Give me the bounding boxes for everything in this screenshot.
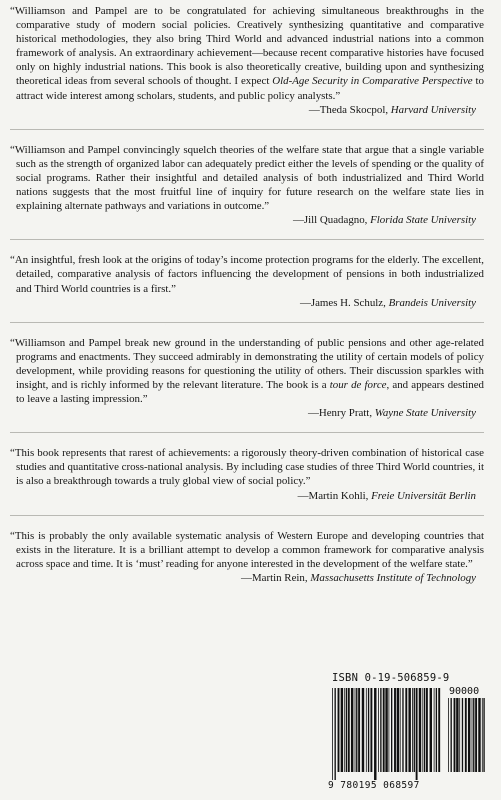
author-name: —Martin Rein, xyxy=(241,571,311,584)
barcode-bar xyxy=(402,688,403,772)
barcode-bar xyxy=(405,688,407,772)
barcode-bar xyxy=(338,688,340,772)
blurb-pratt xyxy=(10,336,484,421)
barcode-bar xyxy=(419,688,421,772)
barcode-bar xyxy=(368,688,369,772)
isbn-barcode-block xyxy=(328,672,488,796)
blurb-attribution xyxy=(10,103,484,117)
price-addon-number: 90000 xyxy=(449,686,480,697)
barcode-bar xyxy=(472,698,473,772)
divider-rule xyxy=(10,432,484,433)
barcode-bar xyxy=(408,688,410,772)
divider-rule xyxy=(10,322,484,323)
blurb-rein xyxy=(10,529,484,585)
back-cover-blurbs xyxy=(10,4,484,585)
quote-text: “Williamson and Pampel convincingly squelch theories of the welfare state that argue that a single variable such as the strength of organized labor can adequately predict either the levels of spending or the quality of social programs. Rather their insightful and detailed analysis of both industrialized and Third World nations suggests that the most fruitful line of inquiry for future research on the welfare state lies in explaining alternate pathways and variations in outcome.” xyxy=(10,143,484,213)
isbn-number: ISBN 0-19-506859-9 xyxy=(332,672,450,684)
quote-text-end: to attract wide interest among scholars, students, and public policy analysts.” xyxy=(16,75,484,102)
barcode-bar xyxy=(397,688,399,772)
barcode-bar xyxy=(475,698,477,772)
barcode-bar xyxy=(462,698,463,772)
barcode-bar xyxy=(385,688,387,772)
blurb-quote xyxy=(10,143,484,213)
barcode-bar xyxy=(389,688,390,772)
barcode-bar xyxy=(391,688,392,772)
author-name: —Jill Quadagno, xyxy=(292,214,371,227)
barcode-bar xyxy=(341,688,343,772)
barcode-bar xyxy=(451,698,452,772)
quote-text: “This book represents that rarest of achievements: a rigorously theory-driven combination of historical case studies and quantitative cross-national analysis. By including case studies of three Third World countries, it is also a breakthrough towards a truly global view of social policy.” xyxy=(10,447,484,488)
blurb-quote xyxy=(10,336,484,406)
blurb-skocpol xyxy=(10,4,484,117)
barcode-bar xyxy=(482,698,483,772)
quote-text: “Williamson and Pampel are to be congratulated for achieving simultaneous breakthroughs in the comparative study of modern social policies. Creatively synthesizing quantitative and comparative historical methodologies, they also bring Third World and advanced industrial nations into a common framework of analysis. An extraordinary achievement—because recent comparative histories have focused only on highly industrial nations. This book is also theoretically creative, building upon and synthesizing theoretical ideas from several schools of thought. I expect xyxy=(10,5,484,88)
barcode-bar xyxy=(362,688,364,772)
addon-barcode xyxy=(448,698,486,780)
barcode-bar xyxy=(416,688,418,780)
barcode-bar xyxy=(424,688,425,772)
blurb-schulz xyxy=(10,253,484,309)
barcode-bar xyxy=(335,688,336,780)
divider-rule xyxy=(10,129,484,130)
author-affiliation: Florida State University xyxy=(370,214,476,227)
author-name: —Theda Skocpol, xyxy=(308,103,391,116)
blurb-attribution xyxy=(10,571,484,585)
barcode-bar xyxy=(478,698,480,772)
barcode-bar xyxy=(400,688,401,772)
barcode-bar xyxy=(370,688,372,772)
blurb-attribution xyxy=(10,296,484,310)
author-name: —James H. Schulz, xyxy=(299,296,389,309)
barcode-bar xyxy=(465,698,467,772)
barcode-bar xyxy=(483,698,484,772)
barcode-bar xyxy=(473,698,474,772)
blurb-kohli xyxy=(10,446,484,502)
barcode-bar xyxy=(430,688,432,772)
author-name: —Henry Pratt, xyxy=(307,407,375,420)
blurb-attribution xyxy=(10,489,484,503)
author-affiliation: Freie Universität Berlin xyxy=(371,489,476,502)
barcode-bar xyxy=(332,688,333,780)
barcode-bar xyxy=(459,698,460,772)
blurb-quadagno xyxy=(10,143,484,228)
barcode-bar xyxy=(358,688,360,772)
phrase-italic: tour de force xyxy=(329,378,387,391)
blurb-quote xyxy=(10,253,484,295)
barcode-bar xyxy=(468,698,470,772)
barcode-bar xyxy=(436,688,437,772)
barcode-bar xyxy=(355,688,356,772)
quote-text: “An insightful, fresh look at the origins of today’s income protection programs for the elderly. The excellent, detailed, comparative analysis of factors influencing the development of pensions in both industrialized and Third World countries is a first.” xyxy=(10,254,484,295)
quote-text: “This is probably the only available systematic analysis of Western Europe and developing countries that exists in the literature. It is a brilliant attempt to develop a common framework for comparative analysis across space and time. It is ‘must’ reading for anyone interested in the development of the welfare state.” xyxy=(10,529,484,570)
barcode-bar xyxy=(348,688,350,772)
author-affiliation: Harvard University xyxy=(390,103,476,116)
ean-barcode xyxy=(332,688,442,780)
barcode-bar xyxy=(356,688,357,772)
blurb-attribution xyxy=(10,406,484,420)
barcode-bar xyxy=(422,688,423,772)
barcode-bar xyxy=(374,688,376,780)
barcode-bar xyxy=(456,698,458,772)
author-affiliation: Brandeis University xyxy=(388,296,476,309)
barcode-bar xyxy=(434,688,435,772)
book-title-italic: Old-Age Security in Comparative Perspective xyxy=(272,75,473,88)
barcode-bar xyxy=(426,688,428,772)
divider-rule xyxy=(10,239,484,240)
author-name: —Martin Kohli, xyxy=(297,489,372,502)
divider-rule xyxy=(10,515,484,516)
author-affiliation: Massachusetts Institute of Technology xyxy=(310,571,476,584)
blurb-quote xyxy=(10,446,484,488)
quote-text: “Williamson and Pampel break new ground in the understanding of public pensions and other age-related programs and enactments. They succeed admirably in demonstrating the utility of certain models of policy development, while providing reasons for questioning the utility of others. Their discussion sparkles with insight, and is richly informed by the relevant literature. The book is a xyxy=(10,336,484,391)
barcode-bar xyxy=(412,688,413,772)
barcode-bar xyxy=(414,688,415,772)
barcode-bar xyxy=(378,688,379,772)
barcode-bar xyxy=(346,688,347,772)
blurb-attribution xyxy=(10,213,484,227)
barcode-bar xyxy=(438,688,440,772)
barcode-bar xyxy=(344,688,345,772)
barcode-bar xyxy=(380,688,381,772)
barcode-digits: 9 780195 068597 xyxy=(328,780,420,791)
barcode-bar xyxy=(383,688,385,772)
barcode-bar xyxy=(366,688,367,772)
barcode-bar xyxy=(351,688,353,772)
blurb-quote xyxy=(10,4,484,103)
blurb-quote xyxy=(10,529,484,571)
author-affiliation: Wayne State University xyxy=(374,407,476,420)
barcode-bar xyxy=(448,698,449,772)
barcode-bar xyxy=(394,688,396,772)
barcode-bar xyxy=(454,698,456,772)
quote-text-end: , and appears destined to leave a lasting impression.” xyxy=(16,378,484,406)
